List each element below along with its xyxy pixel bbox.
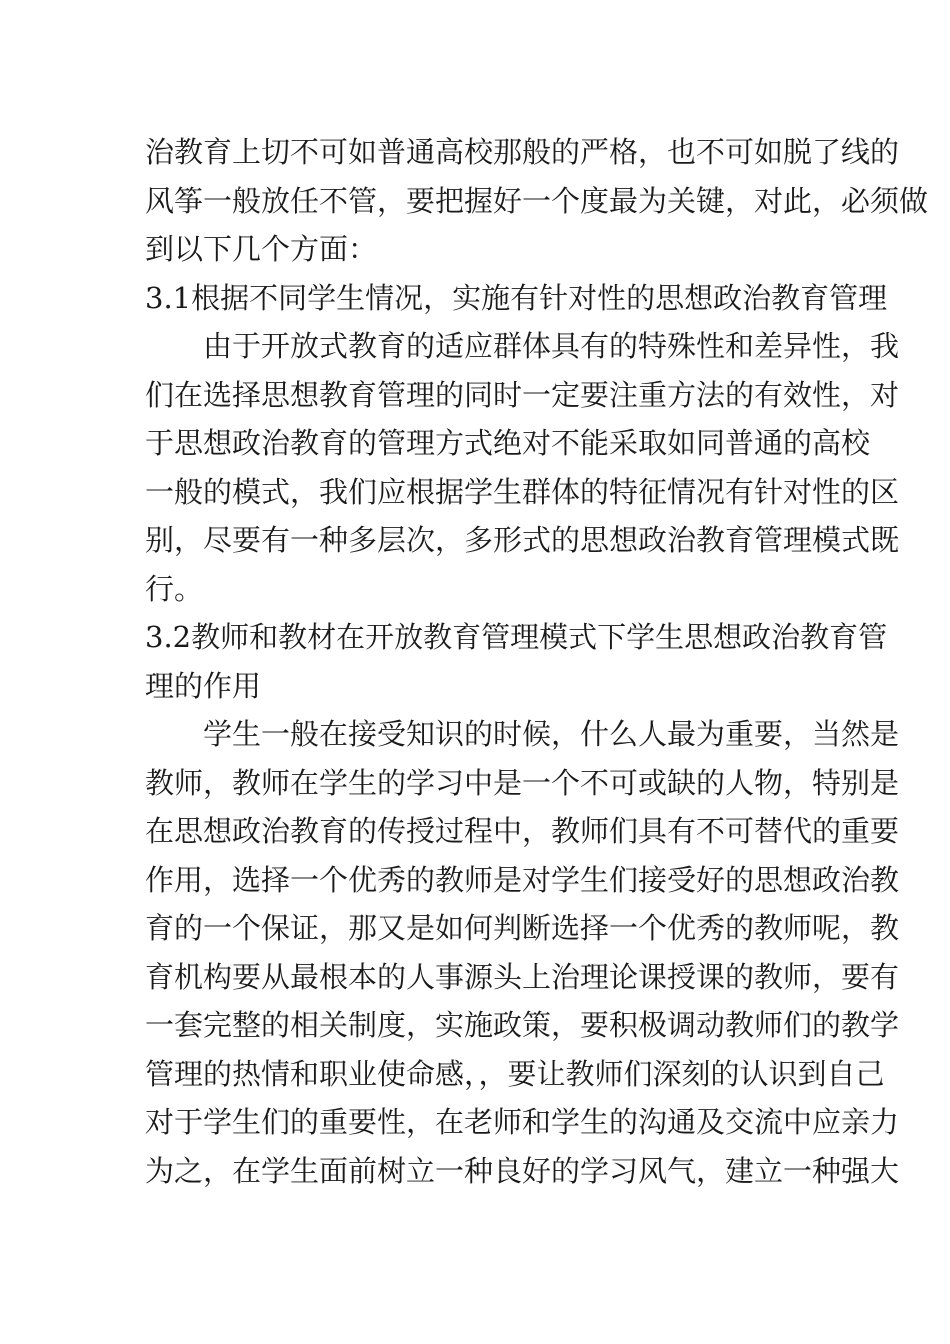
text-line: 一般的模式，我们应根据学生群体的特征情况有针对性的区 — [145, 474, 900, 509]
section-heading-3-2: 3.2教师和教材在开放教育管理模式下学生思想政治教育管 — [145, 620, 888, 654]
text-line: 教师，教师在学生的学习中是一个不可或缺的人物，特别是 — [145, 765, 900, 800]
paragraph-start: 学生一般在接受知识的时候，什么人最为重要，当然是 — [203, 717, 900, 751]
text-line: 育的一个保证，那又是如何判断选择一个优秀的教师呢，教 — [145, 911, 900, 945]
text-line: 管理的热情和职业使命感，，要让教师们深刻的认识到自己 — [145, 1056, 885, 1091]
text-line: 作用，选择一个优秀的教师是对学生们接受好的思想政治教 — [145, 862, 900, 897]
text-line: 对于学生们的重要性，在老师和学生的沟通及交流中应亲力 — [145, 1105, 900, 1139]
text-line: 一套完整的相关制度，实施政策，要积极调动教师们的教学 — [145, 1008, 900, 1042]
section-heading-3-1: 3.1根据不同学生情况，实施有针对性的思想政治教育管理 — [145, 280, 888, 315]
text-line: 别，尽要有一种多层次，多形式的思想政治教育管理模式既 — [145, 523, 900, 557]
text-line: 在思想政治教育的传授过程中，教师们具有不可替代的重要 — [145, 814, 900, 848]
body-text — [145, 128, 929, 1195]
text-line: 于思想政治教育的管理方式绝对不能采取如同普通的高校 — [145, 426, 871, 460]
section-heading-3-2-cont: 理的作用 — [145, 668, 262, 703]
text-line: 到以下几个方面： — [145, 232, 378, 266]
text-line: 们在选择思想教育管理的同时一定要注重方法的有效性，对 — [145, 377, 900, 412]
text-line: 行。 — [145, 571, 204, 606]
paragraph-start: 由于开放式教育的适应群体具有的特殊性和差异性，我 — [203, 329, 900, 363]
text-line: 育机构要从最根本的人事源头上治理论课授课的教师，要有 — [145, 959, 900, 994]
text-line: 为之，在学生面前树立一种良好的学习风气，建立一种强大 — [145, 1153, 900, 1188]
text-line: 风筝一般放任不管，要把握好一个度最为关键，对此，必须做 — [145, 183, 929, 218]
text-line: 治教育上切不可如普通高校那般的严格，也不可如脱了线的 — [145, 135, 900, 169]
